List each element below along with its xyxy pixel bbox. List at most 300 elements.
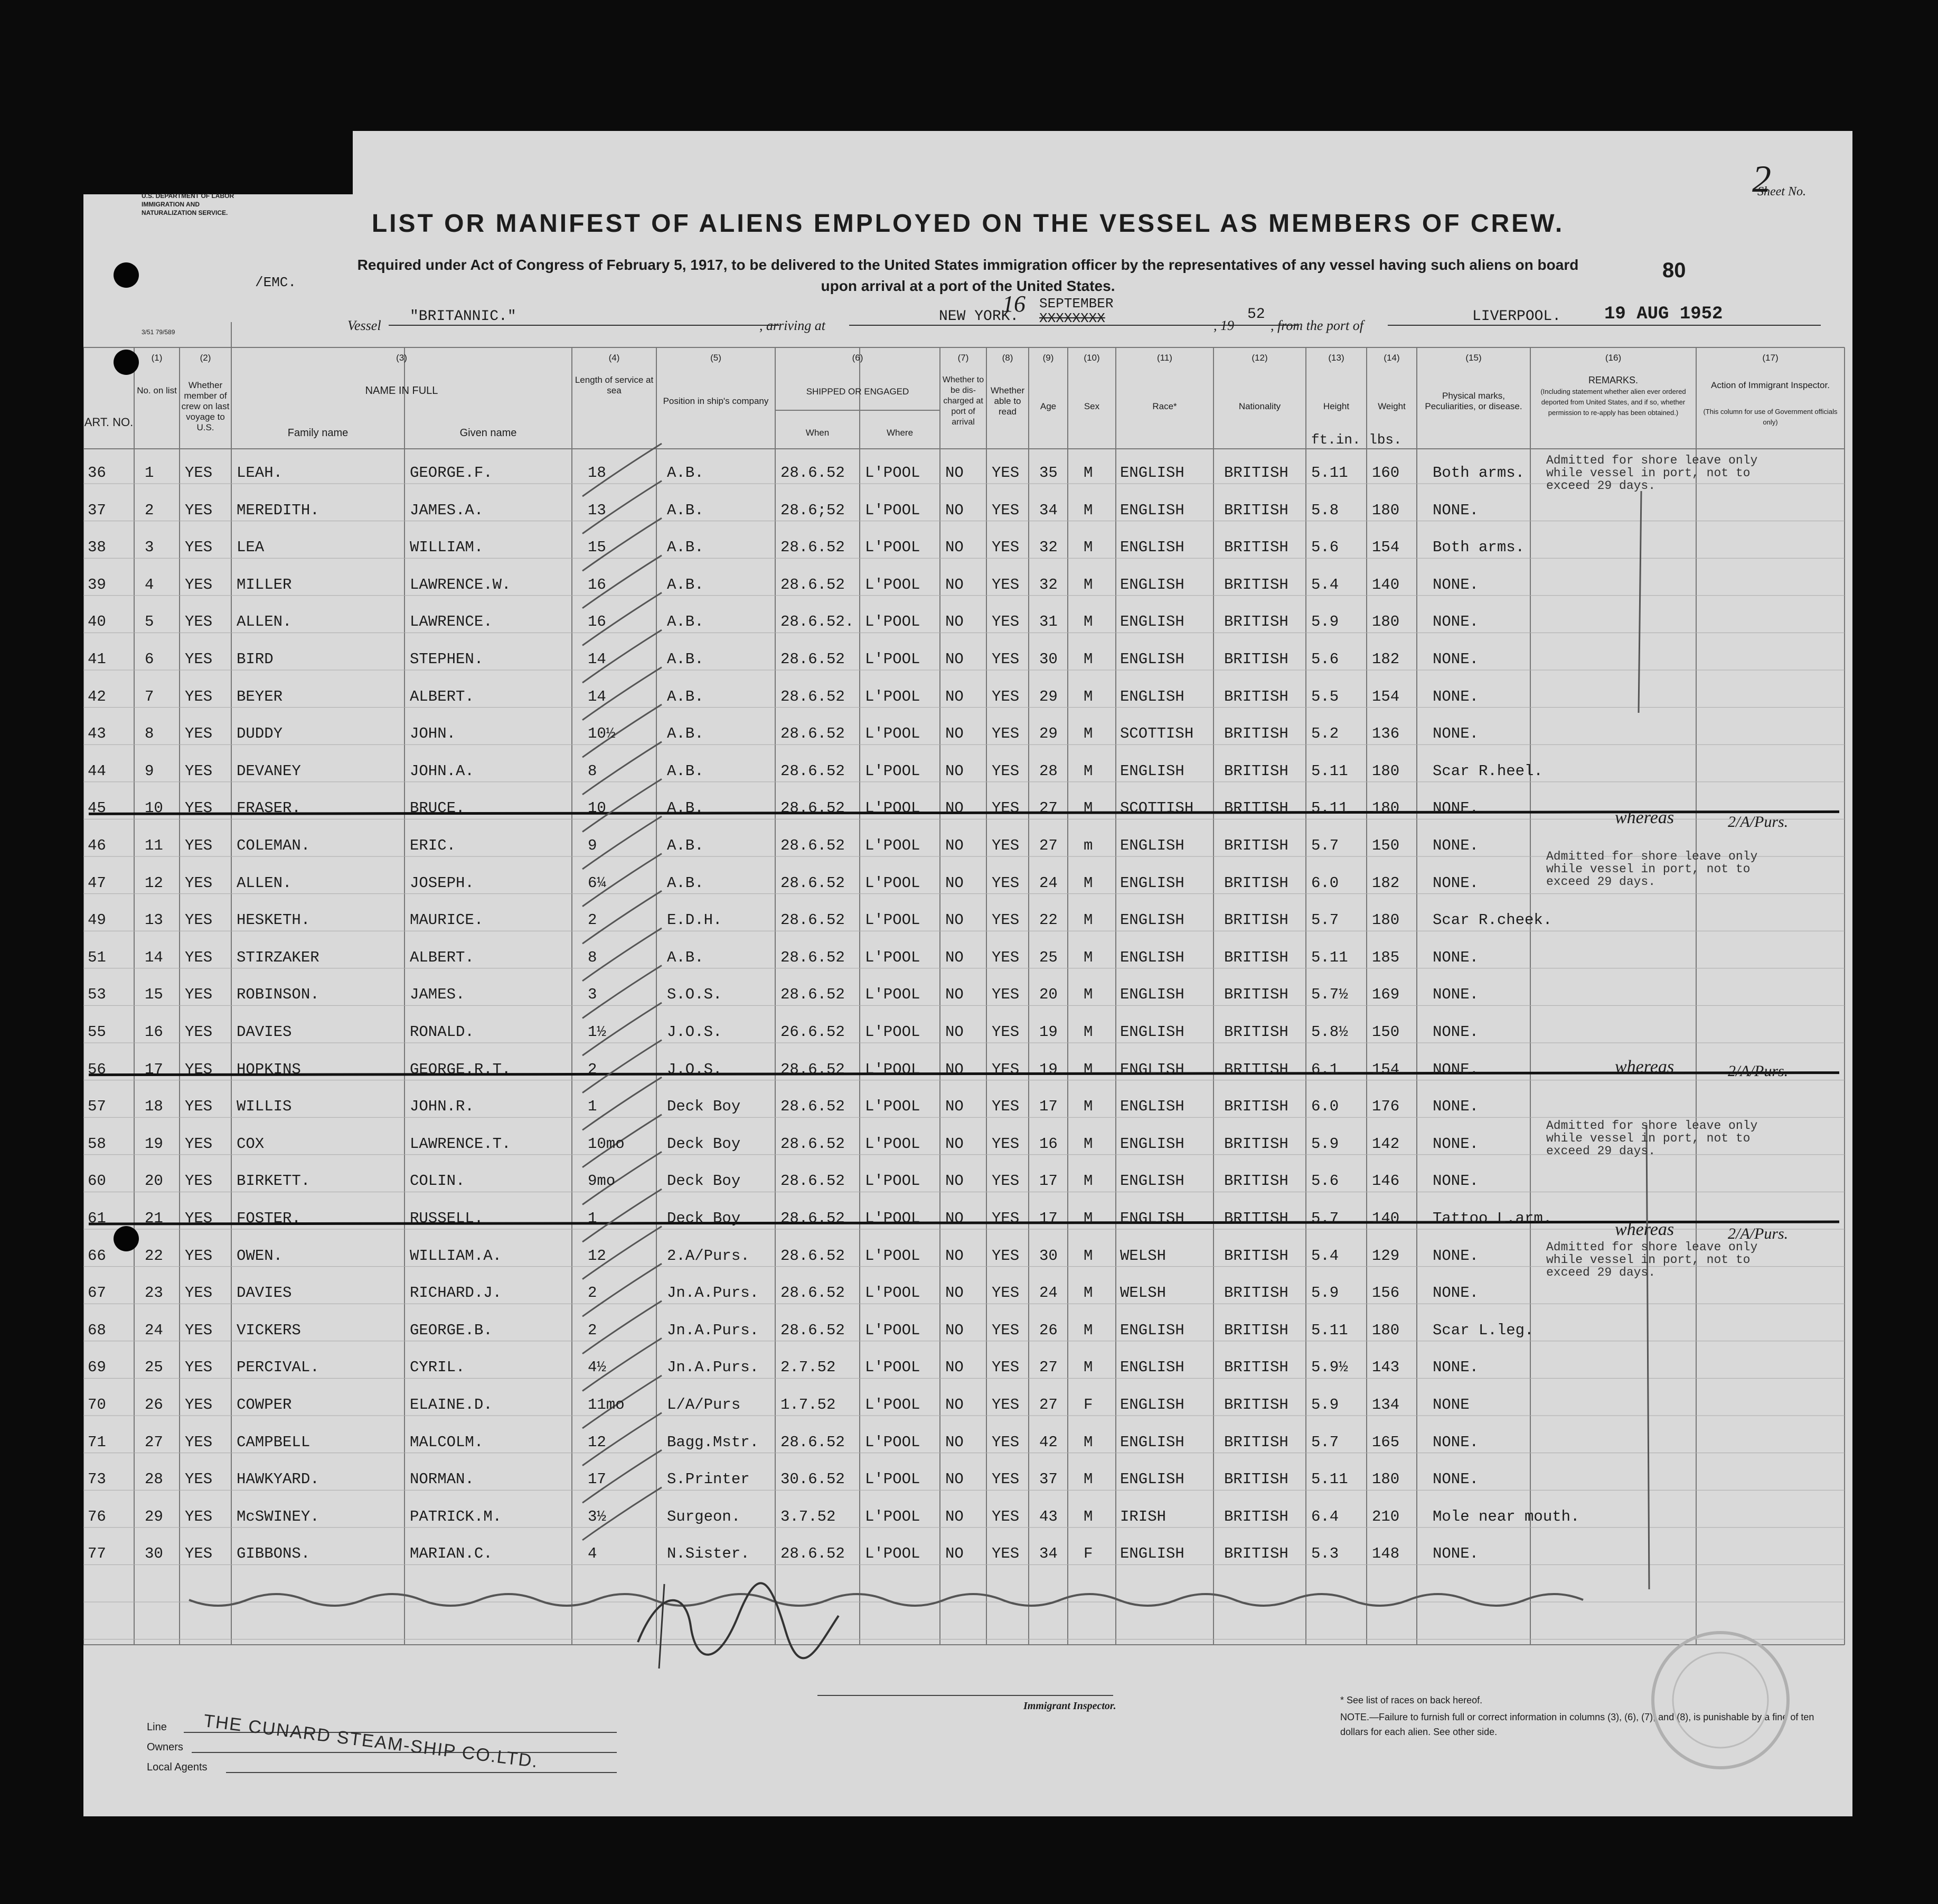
- list-no: 9: [145, 762, 154, 780]
- when-header: When: [805, 428, 830, 438]
- list-no: 20: [145, 1172, 163, 1190]
- length-of-service: 17: [588, 1471, 606, 1488]
- length-of-service: 12: [588, 1433, 606, 1451]
- date-engaged: 28.6.52: [780, 651, 845, 668]
- family-name: FOSTER.: [237, 1210, 301, 1227]
- column-number: (16): [1605, 353, 1622, 363]
- date-engaged: 28.6.52: [780, 1321, 845, 1339]
- position: Bagg.Mstr.: [667, 1433, 759, 1451]
- crew-last-voyage: YES: [185, 501, 213, 519]
- place-engaged: L'POOL: [865, 725, 920, 743]
- given-name: STEPHEN.: [410, 651, 484, 668]
- height: 5.4: [1311, 1247, 1339, 1265]
- able-to-read: YES: [992, 1471, 1020, 1488]
- race: WELSH: [1120, 1247, 1166, 1265]
- family-name: VICKERS: [237, 1321, 301, 1339]
- manifest-subtitle: Required under Act of Congress of February 5, 1917, to be delivered to the United States immigration officer by the representatives of any vessel having such aliens on board upon arrival at a port of the United States.: [357, 257, 1579, 294]
- column-number: (1): [151, 353, 163, 363]
- crew-last-voyage: YES: [185, 576, 213, 593]
- weight: 180: [1372, 1471, 1400, 1488]
- physical-marks: NONE: [1433, 1396, 1470, 1413]
- nationality: BRITISH: [1224, 837, 1288, 854]
- position: A.B.: [667, 651, 704, 668]
- list-no: 21: [145, 1210, 163, 1227]
- able-to-read: YES: [992, 1545, 1020, 1563]
- sex: M: [1084, 576, 1093, 593]
- nationality: BRITISH: [1224, 911, 1288, 929]
- position: Deck Boy: [667, 1210, 741, 1227]
- art-no: 58: [88, 1135, 106, 1153]
- able-to-read: YES: [992, 762, 1020, 780]
- given-name: GEORGE.F.: [410, 464, 493, 482]
- nationality: BRITISH: [1224, 1284, 1288, 1302]
- position: A.B.: [667, 501, 704, 519]
- able-to-read: YES: [992, 464, 1020, 482]
- race: ENGLISH: [1120, 986, 1184, 1004]
- length-of-service: 4½: [588, 1359, 606, 1377]
- nationality: BRITISH: [1224, 1471, 1288, 1488]
- height: 5.8: [1311, 501, 1339, 519]
- remarks-header: REMARKS.: [1588, 375, 1639, 385]
- date-engaged: 28.6.52: [780, 911, 845, 929]
- family-name: BIRD: [237, 651, 274, 668]
- date-engaged: 28.6.52: [780, 1135, 845, 1153]
- crew-last-voyage: YES: [185, 1433, 213, 1451]
- age: 29: [1039, 687, 1058, 705]
- position: J.O.S.: [667, 1023, 722, 1041]
- able-to-read: YES: [992, 1172, 1020, 1190]
- family-name: COLEMAN.: [237, 837, 311, 854]
- length-of-service-header: Length of service at sea: [575, 375, 654, 395]
- length-of-service: 1: [588, 1210, 597, 1227]
- race: IRISH: [1120, 1507, 1166, 1525]
- length-of-service: 2: [588, 911, 597, 929]
- race: ENGLISH: [1120, 1396, 1184, 1413]
- physical-marks: NONE.: [1433, 1023, 1479, 1041]
- list-no: 15: [145, 986, 163, 1004]
- column-number: (11): [1157, 353, 1172, 363]
- physical-marks: Scar L.leg.: [1433, 1321, 1534, 1339]
- punch-hole: [114, 262, 139, 288]
- date-engaged: 28.6;52: [780, 501, 845, 519]
- race: ENGLISH: [1120, 687, 1184, 705]
- weight: 136: [1372, 725, 1400, 743]
- able-to-read: YES: [992, 1396, 1020, 1413]
- able-to-read: YES: [992, 651, 1020, 668]
- nationality: BRITISH: [1224, 948, 1288, 966]
- family-name: ROBINSON.: [237, 986, 319, 1004]
- length-of-service: 2: [588, 1321, 597, 1339]
- column-number: (17): [1762, 353, 1779, 363]
- sex: M: [1084, 651, 1093, 668]
- crew-last-voyage: YES: [185, 1210, 213, 1227]
- position: N.Sister.: [667, 1545, 750, 1563]
- nationality: BRITISH: [1224, 1210, 1288, 1227]
- struck-month: XXXXXXXX: [1039, 310, 1105, 326]
- nationality: BRITISH: [1224, 799, 1288, 817]
- nationality: BRITISH: [1224, 1172, 1288, 1190]
- place-engaged: L'POOL: [865, 539, 920, 557]
- able-to-read: YES: [992, 576, 1020, 593]
- list-no: 28: [145, 1471, 163, 1488]
- sex: m: [1084, 837, 1093, 854]
- family-name: WILLIS: [237, 1098, 292, 1116]
- height: 6.0: [1311, 874, 1339, 892]
- list-no: 5: [145, 613, 154, 631]
- height: 5.8½: [1311, 1023, 1348, 1041]
- length-of-service: 13: [588, 501, 606, 519]
- nationality: BRITISH: [1224, 539, 1288, 557]
- race: ENGLISH: [1120, 911, 1184, 929]
- height: 5.9½: [1311, 1359, 1348, 1377]
- column-number: (2): [200, 353, 211, 363]
- date-engaged: 28.6.52: [780, 1284, 845, 1302]
- sex: M: [1084, 501, 1093, 519]
- physical-marks: NONE.: [1433, 1471, 1479, 1488]
- family-name: DAVIES: [237, 1284, 292, 1302]
- nationality: BRITISH: [1224, 1359, 1288, 1377]
- date-engaged: 1.7.52: [780, 1396, 836, 1413]
- age: 30: [1039, 651, 1058, 668]
- vessel-name: "BRITANNIC.": [389, 308, 779, 326]
- art-no: 53: [88, 986, 106, 1004]
- position: 2.A/Purs.: [667, 1247, 750, 1265]
- height: 5.11: [1311, 464, 1348, 482]
- strike-through-line: [89, 1222, 1839, 1224]
- crew-last-voyage: YES: [185, 1396, 213, 1413]
- sex: M: [1084, 1471, 1093, 1488]
- given-name: PATRICK.M.: [410, 1507, 502, 1525]
- date-engaged: 28.6.52: [780, 1098, 845, 1116]
- list-no: 10: [145, 799, 163, 817]
- discharged: NO: [945, 1284, 964, 1302]
- physical-marks: NONE.: [1433, 613, 1479, 631]
- place-engaged: L'POOL: [865, 1359, 920, 1377]
- discharged: NO: [945, 1023, 964, 1041]
- place-engaged: L'POOL: [865, 1060, 920, 1078]
- family-name: STIRZAKER: [237, 948, 319, 966]
- sex-header: Sex: [1084, 401, 1100, 411]
- nationality: BRITISH: [1224, 1396, 1288, 1413]
- length-of-service: 2: [588, 1284, 597, 1302]
- weight: 156: [1372, 1284, 1400, 1302]
- race: ENGLISH: [1120, 1172, 1184, 1190]
- list-no: 29: [145, 1507, 163, 1525]
- crew-last-voyage: YES: [185, 799, 213, 817]
- given-name: ERIC.: [410, 837, 456, 854]
- race: ENGLISH: [1120, 1210, 1184, 1227]
- height: 5.6: [1311, 651, 1339, 668]
- weight: 142: [1372, 1135, 1400, 1153]
- inspector-action-note: 2/A/Purs.: [1728, 1225, 1789, 1242]
- position: A.B.: [667, 799, 704, 817]
- height: 5.2: [1311, 725, 1339, 743]
- discharged-header: Whether to be dis-charged at port of arrival: [942, 375, 984, 427]
- crew-last-voyage: YES: [185, 464, 213, 482]
- able-to-read: YES: [992, 613, 1020, 631]
- manifest-sheet: [83, 132, 1852, 1816]
- sex: M: [1084, 799, 1093, 817]
- physical-marks: NONE.: [1433, 1359, 1479, 1377]
- nationality: BRITISH: [1224, 1098, 1288, 1116]
- given-name: RICHARD.J.: [410, 1284, 502, 1302]
- given-name: LAWRENCE.: [410, 613, 493, 631]
- age: 42: [1039, 1433, 1058, 1451]
- nationality: BRITISH: [1224, 1321, 1288, 1339]
- art-no: 71: [88, 1433, 106, 1451]
- height: 5.7: [1311, 911, 1339, 929]
- column-number: (13): [1328, 353, 1344, 363]
- nationality: BRITISH: [1224, 1023, 1288, 1041]
- art-no: 47: [88, 874, 106, 892]
- list-no: 4: [145, 576, 154, 593]
- weight: 180: [1372, 762, 1400, 780]
- age: 27: [1039, 799, 1058, 817]
- form-code: 80: [1662, 259, 1686, 282]
- family-name: GIBBONS.: [237, 1545, 311, 1563]
- date-engaged: 2.7.52: [780, 1359, 836, 1377]
- family-name: HESKETH.: [237, 911, 311, 929]
- nationality: BRITISH: [1224, 687, 1288, 705]
- action-header: Action of Immigrant Inspector.: [1711, 380, 1830, 390]
- age: 27: [1039, 1396, 1058, 1413]
- place-engaged: L'POOL: [865, 1396, 920, 1413]
- weight: 185: [1372, 948, 1400, 966]
- place-engaged: L'POOL: [865, 1172, 920, 1190]
- crew-last-voyage: YES: [185, 1545, 213, 1563]
- art-no: 55: [88, 1023, 106, 1041]
- column-number: (15): [1465, 353, 1482, 363]
- weight: 180: [1372, 911, 1400, 929]
- length-of-service: 15: [588, 539, 606, 557]
- place-engaged: L'POOL: [865, 1433, 920, 1451]
- date-engaged: 28.6.52: [780, 986, 845, 1004]
- age: 20: [1039, 986, 1058, 1004]
- given-name: JOHN.: [410, 725, 456, 743]
- length-of-service: 16: [588, 613, 606, 631]
- weight: 160: [1372, 464, 1400, 482]
- given-name: RONALD.: [410, 1023, 474, 1041]
- sex: M: [1084, 1172, 1093, 1190]
- given-name: COLIN.: [410, 1172, 465, 1190]
- inspector-signature: [627, 1568, 849, 1674]
- family-name: PERCIVAL.: [237, 1359, 319, 1377]
- weight: 154: [1372, 1060, 1400, 1078]
- length-of-service: 8: [588, 762, 597, 780]
- column-number: (8): [1002, 353, 1013, 363]
- age-header: Age: [1040, 401, 1057, 411]
- length-of-service: 14: [588, 687, 606, 705]
- weight: 150: [1372, 837, 1400, 854]
- family-name: LEA: [237, 539, 265, 557]
- sex: F: [1084, 1396, 1093, 1413]
- place-engaged: L'POOL: [865, 1545, 920, 1563]
- inspector-action-note: 2/A/Purs.: [1728, 813, 1789, 831]
- weight: 134: [1372, 1396, 1400, 1413]
- place-engaged: L'POOL: [865, 1471, 920, 1488]
- art-no: 76: [88, 1507, 106, 1525]
- crew-last-voyage: YES: [185, 762, 213, 780]
- physical-marks-header: Physical marks, Peculiarities, or disease.: [1425, 391, 1522, 411]
- discharged: NO: [945, 687, 964, 705]
- given-name: WILLIAM.: [410, 539, 484, 557]
- crew-last-voyage: YES: [185, 837, 213, 854]
- column-number: (9): [1042, 353, 1054, 363]
- races-note: * See list of races on back hereof.: [1340, 1695, 1483, 1705]
- arrival-port: NEW YORK.: [849, 308, 1298, 326]
- height: 5.11: [1311, 1321, 1348, 1339]
- discharged: NO: [945, 576, 964, 593]
- weight: 165: [1372, 1433, 1400, 1451]
- sex: M: [1084, 1135, 1093, 1153]
- place-engaged: L'POOL: [865, 1284, 920, 1302]
- position: A.B.: [667, 948, 704, 966]
- list-no: 24: [145, 1321, 163, 1339]
- physical-marks: NONE.: [1433, 576, 1479, 593]
- arriving-label: , arriving at: [759, 318, 825, 333]
- position: Deck Boy: [667, 1135, 741, 1153]
- remark-note: Admitted for shore leave only while vessel in port, not to exceed 29 days.: [1546, 1119, 1758, 1158]
- art-no: 61: [88, 1210, 106, 1227]
- given-name: ELAINE.D.: [410, 1396, 493, 1413]
- units-row: ft.in. lbs.: [1311, 432, 1402, 448]
- date-engaged: 28.6.52: [780, 1247, 845, 1265]
- handwritten-remark: whereas: [1615, 1057, 1674, 1077]
- race: ENGLISH: [1120, 948, 1184, 966]
- age: 17: [1039, 1172, 1058, 1190]
- race: ENGLISH: [1120, 501, 1184, 519]
- column-number: (3): [396, 353, 407, 363]
- physical-marks: NONE.: [1433, 725, 1479, 743]
- fine-note: NOTE.—Failure to furnish full or correct information in columns (3), (6), (7), and (8), is punishable by a fine of ten dollars for each alien. See other side.: [1340, 1712, 1814, 1737]
- length-of-service: 11mo: [588, 1396, 625, 1413]
- sex: M: [1084, 1098, 1093, 1116]
- nationality: BRITISH: [1224, 725, 1288, 743]
- crew-last-voyage: YES: [185, 651, 213, 668]
- sex: M: [1084, 1023, 1093, 1041]
- end-of-list-wavy-line: [189, 1594, 1583, 1606]
- height: 5.9: [1311, 1284, 1339, 1302]
- position: E.D.H.: [667, 911, 722, 929]
- place-engaged: L'POOL: [865, 1321, 920, 1339]
- age: 34: [1039, 501, 1058, 519]
- family-name: LEAH.: [237, 464, 283, 482]
- length-of-service: 9mo: [588, 1172, 616, 1190]
- family-name: ALLEN.: [237, 613, 292, 631]
- weight: 169: [1372, 986, 1400, 1004]
- art-no: 42: [88, 687, 106, 705]
- nationality: BRITISH: [1224, 762, 1288, 780]
- position: Jn.A.Purs.: [667, 1284, 759, 1302]
- age: 19: [1039, 1060, 1058, 1078]
- age: 24: [1039, 874, 1058, 892]
- art-no: 40: [88, 613, 106, 631]
- weight-header: Weight: [1378, 401, 1406, 411]
- length-of-service: 1½: [588, 1023, 606, 1041]
- date-engaged: 28.6.52: [780, 762, 845, 780]
- place-engaged: L'POOL: [865, 1247, 920, 1265]
- race: ENGLISH: [1120, 576, 1184, 593]
- given-name: JAMES.A.: [410, 501, 484, 519]
- physical-marks: NONE.: [1433, 1135, 1479, 1153]
- sex: M: [1084, 1359, 1093, 1377]
- discharged: NO: [945, 874, 964, 892]
- remark-note: Admitted for shore leave only while vessel in port, not to exceed 29 days.: [1546, 454, 1758, 493]
- physical-marks: NONE.: [1433, 1433, 1479, 1451]
- line-label: Line: [147, 1721, 167, 1733]
- sex: M: [1084, 725, 1093, 743]
- art-no: 38: [88, 539, 106, 557]
- no-on-list-header: No. on list: [137, 385, 177, 395]
- height: 5.3: [1311, 1545, 1339, 1563]
- sex: M: [1084, 1247, 1093, 1265]
- given-name: ALBERT.: [410, 687, 474, 705]
- given-name: GEORGE.B.: [410, 1321, 493, 1339]
- list-no: 12: [145, 874, 163, 892]
- age: 22: [1039, 911, 1058, 929]
- art-no: 51: [88, 948, 106, 966]
- crew-last-voyage: YES: [185, 948, 213, 966]
- whether-member-header: Whether member of crew on last voyage to U.S.: [181, 380, 230, 432]
- given-name: JOHN.A.: [410, 762, 474, 780]
- weight: 180: [1372, 799, 1400, 817]
- given-name: CYRIL.: [410, 1359, 465, 1377]
- emc-mark: /EMC.: [255, 275, 297, 290]
- discharged: NO: [945, 1247, 964, 1265]
- nationality: BRITISH: [1224, 576, 1288, 593]
- place-engaged: L'POOL: [865, 1135, 920, 1153]
- race: ENGLISH: [1120, 1321, 1184, 1339]
- sheet-no-label: Sheet No.: [1757, 185, 1806, 199]
- able-to-read: YES: [992, 911, 1020, 929]
- given-name: RUSSELL.: [410, 1210, 484, 1227]
- place-engaged: L'POOL: [865, 576, 920, 593]
- age: 37: [1039, 1471, 1058, 1488]
- race: SCOTTISH: [1120, 725, 1194, 743]
- given-name: ALBERT.: [410, 948, 474, 966]
- physical-marks: NONE.: [1433, 501, 1479, 519]
- nationality-header: Nationality: [1238, 401, 1281, 411]
- discharged: NO: [945, 725, 964, 743]
- race: ENGLISH: [1120, 762, 1184, 780]
- weight: 180: [1372, 1321, 1400, 1339]
- able-to-read: YES: [992, 1210, 1020, 1227]
- physical-marks: NONE.: [1433, 874, 1479, 892]
- height: 5.11: [1311, 799, 1348, 817]
- able-to-read: YES: [992, 501, 1020, 519]
- column-number: (12): [1252, 353, 1268, 363]
- race: ENGLISH: [1120, 1060, 1184, 1078]
- physical-marks: NONE.: [1433, 1545, 1479, 1563]
- crew-last-voyage: YES: [185, 986, 213, 1004]
- family-name: COWPER: [237, 1396, 292, 1413]
- able-to-read: YES: [992, 1023, 1020, 1041]
- weight: 182: [1372, 651, 1400, 668]
- art-no: 66: [88, 1247, 106, 1265]
- age: 30: [1039, 1247, 1058, 1265]
- service-name: IMMIGRATION AND NATURALIZATION SERVICE.: [142, 201, 228, 216]
- punch-hole: [114, 350, 139, 375]
- crew-last-voyage: YES: [185, 613, 213, 631]
- weight: 180: [1372, 501, 1400, 519]
- place-engaged: L'POOL: [865, 986, 920, 1004]
- art-no: 36: [88, 464, 106, 482]
- race: ENGLISH: [1120, 1135, 1184, 1153]
- physical-marks: NONE.: [1433, 1284, 1479, 1302]
- list-no: 6: [145, 651, 154, 668]
- given-name: NORMAN.: [410, 1471, 474, 1488]
- able-to-read: YES: [992, 874, 1020, 892]
